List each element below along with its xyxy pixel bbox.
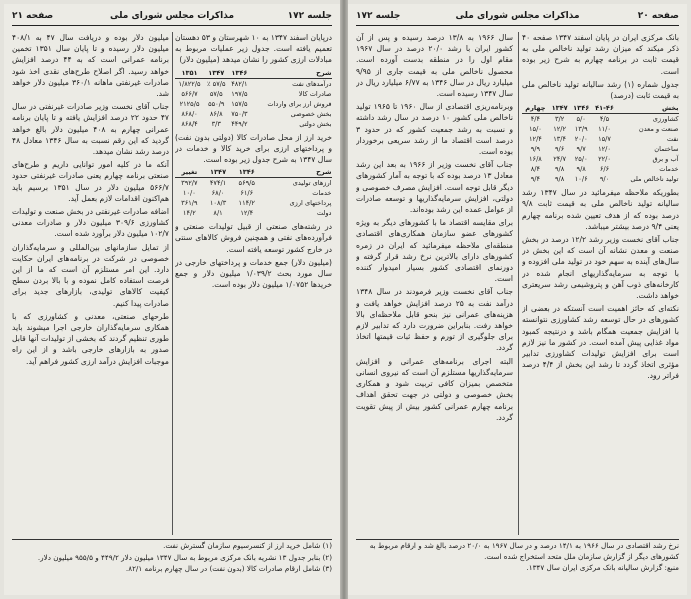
right-page-title: مذاکرات مجلس شورای ملی: [455, 11, 580, 21]
table-cell: ۲۴/۷: [553, 155, 567, 164]
table-cell: ۵/۰: [576, 115, 586, 124]
table-cell: ۱۳/۴: [553, 135, 567, 144]
paragraph: آنکه ما در کلیه امور توانایی داریم و طرح‌های صنعتی برنامه چهارم یعنی صادرات غیرنفتی حدود ۵۶۶/۷ میلیون دلار در سال ۱۳۵۱ برسیم باید هم‌اکنون اقدامات لازم بعمل آید.: [12, 160, 169, 203]
table-header: ۴۱-۴۶: [592, 103, 617, 114]
table-cell: ۱۵/۷: [598, 135, 611, 144]
table-cell: ۱۵۷/۵: [231, 99, 248, 108]
table-row: [522, 124, 679, 134]
table-cell: ۷۵۰/۳: [231, 109, 248, 118]
table-row: [175, 188, 332, 198]
table-caption: جدول شماره (۱) رشد سالیانه تولید ناخالص ملی به قیمت ثابت (درصد): [522, 79, 679, 101]
column-divider: [518, 32, 519, 535]
table-cell: ۸۶/۸: [209, 109, 223, 118]
table-row: [522, 114, 679, 125]
table-cell: ۱۲/۰: [598, 145, 611, 154]
paragraph: سال ۱۹۶۶ به ۱۳/۸ درصد رسیده و پس از آن کشور ایران با رشد ۲۰/۰ درصد در سال ۱۹۶۷ مقام اول را در منطقه بدست آورده است. محصول ناخالص ملی به قیمت جاری از ۹/۹۵ میلیارد ریال در سال ۱۳۴۶ به ۶/۷۷ میلیارد ریال در سال ۱۳۴۷ رسیده است.: [356, 33, 513, 99]
table-cell: ۹/۹: [530, 145, 541, 154]
table-cell: ۴/۵: [599, 115, 610, 124]
table-row: [175, 78, 332, 89]
table-cell: آب و برق: [652, 155, 679, 164]
table-header: بخش: [617, 103, 679, 114]
table-cell: تولید ناخالص ملی: [630, 175, 679, 184]
paragraph: در رشته‌های صنعتی از قبیل تولیدات صنعتی و فرآورده‌های نفتی و همچنین فروش کالاهای سنتی در خارج کشور توسعه یافته است.: [175, 222, 332, 254]
table-header: شرح: [261, 167, 332, 178]
table-cell: ۳/۲: [554, 115, 565, 124]
table-cell: خدمات: [312, 189, 332, 198]
paragraph: جناب آقای نخست وزیر صادرات غیرنفتی در سال ۴۷ حدود ۲۲ درصد افزایش یافته و تا پایان برنامه عمرانی چهارم به ۴۰۸ میلیون دلار بالغ خواهد گردید که این رقم نسبت به سال ۱۳۴۶ معادل ۴۸ درصد رشد نشان میدهد.: [12, 102, 169, 157]
table-cell: ۹/۸: [576, 165, 586, 174]
table-header: تغییر: [175, 167, 204, 178]
table-cell: ۹/۸: [554, 175, 565, 184]
table-header: ۱۳۴۶: [232, 167, 261, 178]
left-page-header: [12, 8, 332, 26]
table-cell: ۸۶۸/۴: [181, 119, 198, 128]
table-row: [522, 134, 679, 144]
book-gutter: [340, 0, 348, 599]
left-page-session: جلسه ۱۷۲: [287, 11, 332, 21]
table-cell: ۵۷/۵ ٪: [207, 79, 226, 88]
paragraph: بطوریکه ملاحظه میفرمائید در سال ۱۳۴۷ رشد سالیانه تولید ناخالص ملی به قیمت ثابت ۹/۸ درصد بوده که از هدف تعیین شده برنامه چهارم یعنی ۹/۴ درصد بیشتر میباشد.: [522, 188, 679, 231]
forex-table: [175, 68, 332, 129]
table-cell: ۶/۶: [599, 165, 610, 174]
right-page-number: صفحه ۲۰: [637, 11, 679, 21]
table-cell: ۳۶۱/۹: [181, 199, 198, 208]
left-page-number: صفحه ۲۱: [12, 11, 54, 21]
table-cell: ۱۰۸/۳: [209, 199, 227, 208]
table-row: [175, 99, 332, 109]
paragraph: طرحهای صنعتی، معدنی و کشاورزی که با همکاری سرمایه‌گذاران خارجی اجرا میشوند باید طوری تنظیم گردند که بخشی از تولیدات آنها قابل صدور به بازارهای خارجی باشد و از این راه موجبات افزایش درآمد ارزی کشور فراهم آید.: [12, 311, 169, 366]
table-cell: ۱/۸۲۲/۵: [178, 79, 201, 88]
right-page-session: جلسه ۱۷۲: [356, 11, 401, 21]
left-page-footnotes: [12, 539, 332, 589]
table-cell: ۳/۳: [211, 119, 221, 128]
table-row: [175, 89, 332, 99]
table-row: [175, 109, 332, 119]
table-row: [175, 208, 332, 218]
table-row: [175, 198, 332, 208]
table-cell: ۸۶۸/۰: [181, 109, 198, 118]
right-page-footnotes: [356, 539, 679, 589]
table-cell: ۵۶۶/۷: [181, 89, 198, 98]
table-cell: ۹/۸: [554, 165, 565, 174]
table-cell: ۵۷/۵: [209, 89, 223, 98]
table-cell: ۹/۴: [530, 175, 541, 184]
table-cell: ۲۲/۰: [598, 155, 611, 164]
table-cell: بخش خصوصی: [290, 109, 332, 118]
paragraph: میلیون دلار بوده و دریافت سال ۴۷ به ۴۰۸/۱ میلیون دلار رسیده و تا پایان سال ۱۳۵۱ تخمین برنامه عمرانی است که به ۴۴ درصد افزایش خواهد رسید. اگر اصلاح طرح‌های نقدی اخذ شود صادرات غیرنفتی ماهانه ۳۶۰/۱ میلیون دلار خواهد شد.: [12, 33, 169, 99]
table-cell: ۱۹۷/۵: [231, 89, 248, 98]
payments-table: [175, 167, 332, 218]
right-page-columns: [356, 32, 679, 535]
paragraph: جناب آقای نخست وزیر رشد ۱۲/۲ درصد در بخش صنعت و معدن نشانه آن است که این بخش در سال‌های آینده به سهم خود در تولید ملی افزوده و با توجه به سرمایه‌گذاریهای انجام شده در کارخانه‌های ذوب آهن و پتروشیمی رشد سریعتری خواهد داشت.: [522, 235, 679, 301]
table-row: [522, 154, 679, 164]
paragraph: جناب آقای نخست وزیر از ۱۹۶۶ به بعد این رشد معادل ۱۳ درصد بوده که با توجه به آمار کشورهای دیگر قابل توجه است. افزایش مصرف خصوصی و دولتی، افزایش سرمایه‌گذاریها و توسعه صادرات از عوامل عمده این رشد بوده‌اند.: [356, 160, 513, 215]
column-divider: [172, 32, 173, 535]
table-cell: پرداختهای ارزی: [289, 199, 332, 208]
table-cell: ۱۲/۲: [553, 125, 567, 134]
table-header: ۱۳۴۶: [570, 103, 592, 114]
table-header-row: [175, 167, 332, 178]
table-cell: صنعت و معدن: [638, 125, 679, 134]
paragraph: اضافه صادرات غیرنفتی در بخش صنعت و تولیدات کشاورزی ۳۰۹/۶ میلیون دلار و صادرات معدنی ۱۰۲/۷ میلیون دلار برآورد شده است.: [12, 207, 169, 239]
paragraph: از تمایل سازمانهای بین‌المللی و سرمایه‌گذاران خصوصی در شرکت در برنامه‌های ایران حکایت دارد. این امر مستلزم آن است که ما از این فرصت استفاده کامل نموده و با بالا بردن سطح کیفیت کالاهای تولیدی، بازارهای جدید برای صادرات پیدا کنیم.: [12, 242, 169, 308]
paragraph: نکته‌ای که حائز اهمیت است آنستکه در بعضی از کشورهای در حال توسعه رشد کشاورزی نتوانسته با افزایش جمعیت همگام باشد و درنتیجه کمبود مواد غذایی پیش آمده است. در کشور ما نیز لازم است برای افزایش تولیدات کشاورزی تدابیر مؤثری اتخاذ گردد تا رشد این بخش از ۴/۴ درصد فراتر رود.: [522, 304, 679, 381]
table-row: [522, 144, 679, 154]
table-cell: ۱۱۴/۲: [238, 199, 255, 208]
paragraph: خرید ارز از محل صادرات کالا (دولتی بدون نفت) و پرداختهای ارزی برای خرید کالا و خدمات در سال ۱۳۴۷ به شرح جدول زیر بوده است.: [175, 132, 332, 165]
paragraph: درپایان اسفند ۱۳۴۷ به ۱۰ شهرستان و ۵۳ دهستان تعمیم یافته است. جدول زیر عملیات مربوط به مبادلات ارزی کشور را نشان میدهد (میلیون دلار): [175, 33, 332, 65]
table-cell: ۵۶۹/۵: [238, 179, 255, 188]
table-cell: ۴۸۲/۱: [231, 79, 248, 88]
table-cell: صادرات کالا: [298, 89, 332, 98]
paragraph: (میلیون دلار) جمع خدمات و پرداختهای خارجی در سال مورد بحث ۱/۰۳۹/۲ میلیون دلار و جمع خریدها ۱/۰۷۵۲ میلیون دلار بوده است.: [175, 257, 332, 290]
table-cell: ۹/۰: [599, 175, 610, 184]
footnote: (۲) بنابر جدول ۱۳ نشریه بانک مرکزی مربوط به سال ۱۳۴۷ میلیون دلار ۴۴۹/۲ و ۹۵۵/۵ میلیون دلار.: [37, 552, 332, 562]
table-header-row: [175, 68, 332, 79]
table-cell: فروش ارز برای واردات: [267, 99, 332, 108]
table-cell: ۴۴۹/۲: [231, 119, 248, 128]
left-page: [4, 4, 340, 595]
table-cell: دولت: [316, 209, 332, 218]
left-page-columns: [12, 32, 332, 535]
paragraph: جناب آقای نخست وزیر فرمودند در سال ۱۳۴۸ درآمد نفت به ۲۵ درصد افزایش خواهد یافت و هزینه‌های عمرانی نیز بنحو قابل ملاحظه‌ای بالا خواهد رفت. بنابراین ضرورت دارد که تدابیر لازم برای جلوگیری از تورم و حفظ ثبات قیمتها اتخاذ گردد.: [356, 287, 513, 353]
table-cell: ۱۴/۲: [182, 209, 196, 218]
paragraph: البته اجرای برنامه‌های عمرانی و افزایش سرمایه‌گذاریها مستلزم آن است که نیروی انسانی متخصص بمیزان کافی تربیت شود و همکاری بخش خصوصی و دولتی در جهت تحقق اهداف برنامه چهارم عمرانی کشور بیش از پیش تقویت گردد.: [356, 356, 513, 422]
table-cell: ۱۶/۸: [528, 155, 542, 164]
right-page-right-column: [522, 32, 679, 535]
table-cell: ۴۷۴/۱: [209, 179, 227, 188]
table-header: ۱۳۵۱: [175, 68, 204, 79]
gnp-growth-table: [522, 103, 679, 184]
footnote: منبع: گزارش سالیانه بانک مرکزی ایران سال ۱۳۴۷.: [526, 563, 679, 572]
table-header: ۱۳۴۷: [204, 167, 233, 178]
right-page: [348, 4, 687, 595]
footnote: (۳) شامل ارقام صادرات کالا (بدون نفت) در سال چهارم برنامه ۸۲/۱.: [125, 564, 332, 573]
footnote: نرخ رشد اقتصادی در سال ۱۹۶۶ به ۱۴/۱ درصد و در سال ۱۹۶۷ به ۲۰/۰ درصد بالغ شد و ارقام مربوط به کشورهای دیگر از گزارش سازمان ملل متحد استخراج شده است.: [369, 541, 679, 561]
table-cell: ۱۵/۰: [528, 125, 542, 134]
table-cell: ۸/۱: [213, 209, 223, 218]
paragraph: وبرنامه‌ریزی اقتصادی از سال ۱۹۶۰ تا ۱۹۶۵ تولید ناخالص ملی کشور ۱۰ درصد در سال رشد داشته و نسبت به رشد جمعیت کشور که در حدود ۳ درصد است اقتصاد ما از رشد سریعی برخوردار بوده است.: [356, 102, 513, 157]
table-cell: نفت: [666, 135, 679, 144]
left-page-title: مذاکرات مجلس شورای ملی: [109, 11, 235, 21]
table-cell: درآمدهای نفت: [292, 79, 332, 88]
right-page-header: [356, 8, 679, 26]
paragraph: برای مقایسه اقتصاد ما با کشورهای دیگر به ویژه کشورهای عضو سازمان همکاری‌های اقتصادی منطقه‌ای ملاحظه میفرمائید که ایران در زمره کشورهای دارای بالاترین نرخ رشد قرار گرفته و دورنمای اقتصادی کشور بسیار امیدوار کننده است.: [356, 218, 513, 284]
table-header: ۱۳۴۶: [229, 68, 251, 79]
table-row: [522, 164, 679, 174]
table-cell: ۳۹۲/۷: [181, 179, 198, 188]
left-page-right-column: [175, 32, 332, 535]
table-row: [175, 119, 332, 129]
table-row: [175, 178, 332, 189]
table-header: ۱۳۴۷: [204, 68, 228, 79]
footnote: (۱) شامل خرید ارز از کنسرسیوم سازمان گسترش نفت.: [163, 541, 332, 550]
table-cell: ارزهای تولیدی: [292, 179, 332, 188]
table-cell: بخش دولتی: [299, 119, 332, 128]
table-cell: ساختمان: [654, 145, 679, 154]
table-cell: ۵۵۰/۹: [208, 99, 225, 108]
table-row: [522, 174, 679, 184]
table-cell: ۸/۴: [530, 165, 541, 174]
table-cell: ۲۱۲۵/۵: [179, 99, 200, 108]
table-cell: ۶۱/۶: [240, 189, 254, 198]
table-header: چهارم: [522, 103, 549, 114]
table-header: ۱۳۴۷: [549, 103, 571, 114]
table-header: شرح: [250, 68, 332, 79]
table-cell: ۶۸/۰: [211, 189, 225, 198]
table-cell: کشاورزی: [652, 115, 679, 124]
table-cell: ۲۰/۰: [574, 135, 588, 144]
table-cell: ۱۰/۰: [182, 189, 196, 198]
table-cell: ۱۲/۴: [528, 135, 542, 144]
table-cell: ۴/۴: [530, 115, 541, 124]
table-cell: ۱۲/۴: [240, 209, 254, 218]
right-page-left-column: [356, 32, 513, 535]
table-cell: ۲۵/۰: [574, 155, 588, 164]
table-cell: ۹/۶: [554, 145, 565, 154]
table-cell: ۱۰/۶: [574, 175, 588, 184]
table-cell: خدمات: [659, 165, 679, 174]
table-cell: ۱۳/۹: [574, 125, 588, 134]
table-cell: ۱۱/۰: [598, 125, 611, 134]
table-header-row: [522, 103, 679, 114]
paragraph: بانک مرکزی ایران در پایان اسفند ۱۳۴۷ صفحه ۴۰ ذکر میکند که میزان رشد تولید ناخالص ملی به قیمت ثابت در برنامه چهارم به شرح زیر بوده است.: [522, 33, 679, 76]
table-cell: ۹/۷: [576, 145, 586, 154]
left-page-left-column: [12, 32, 169, 535]
